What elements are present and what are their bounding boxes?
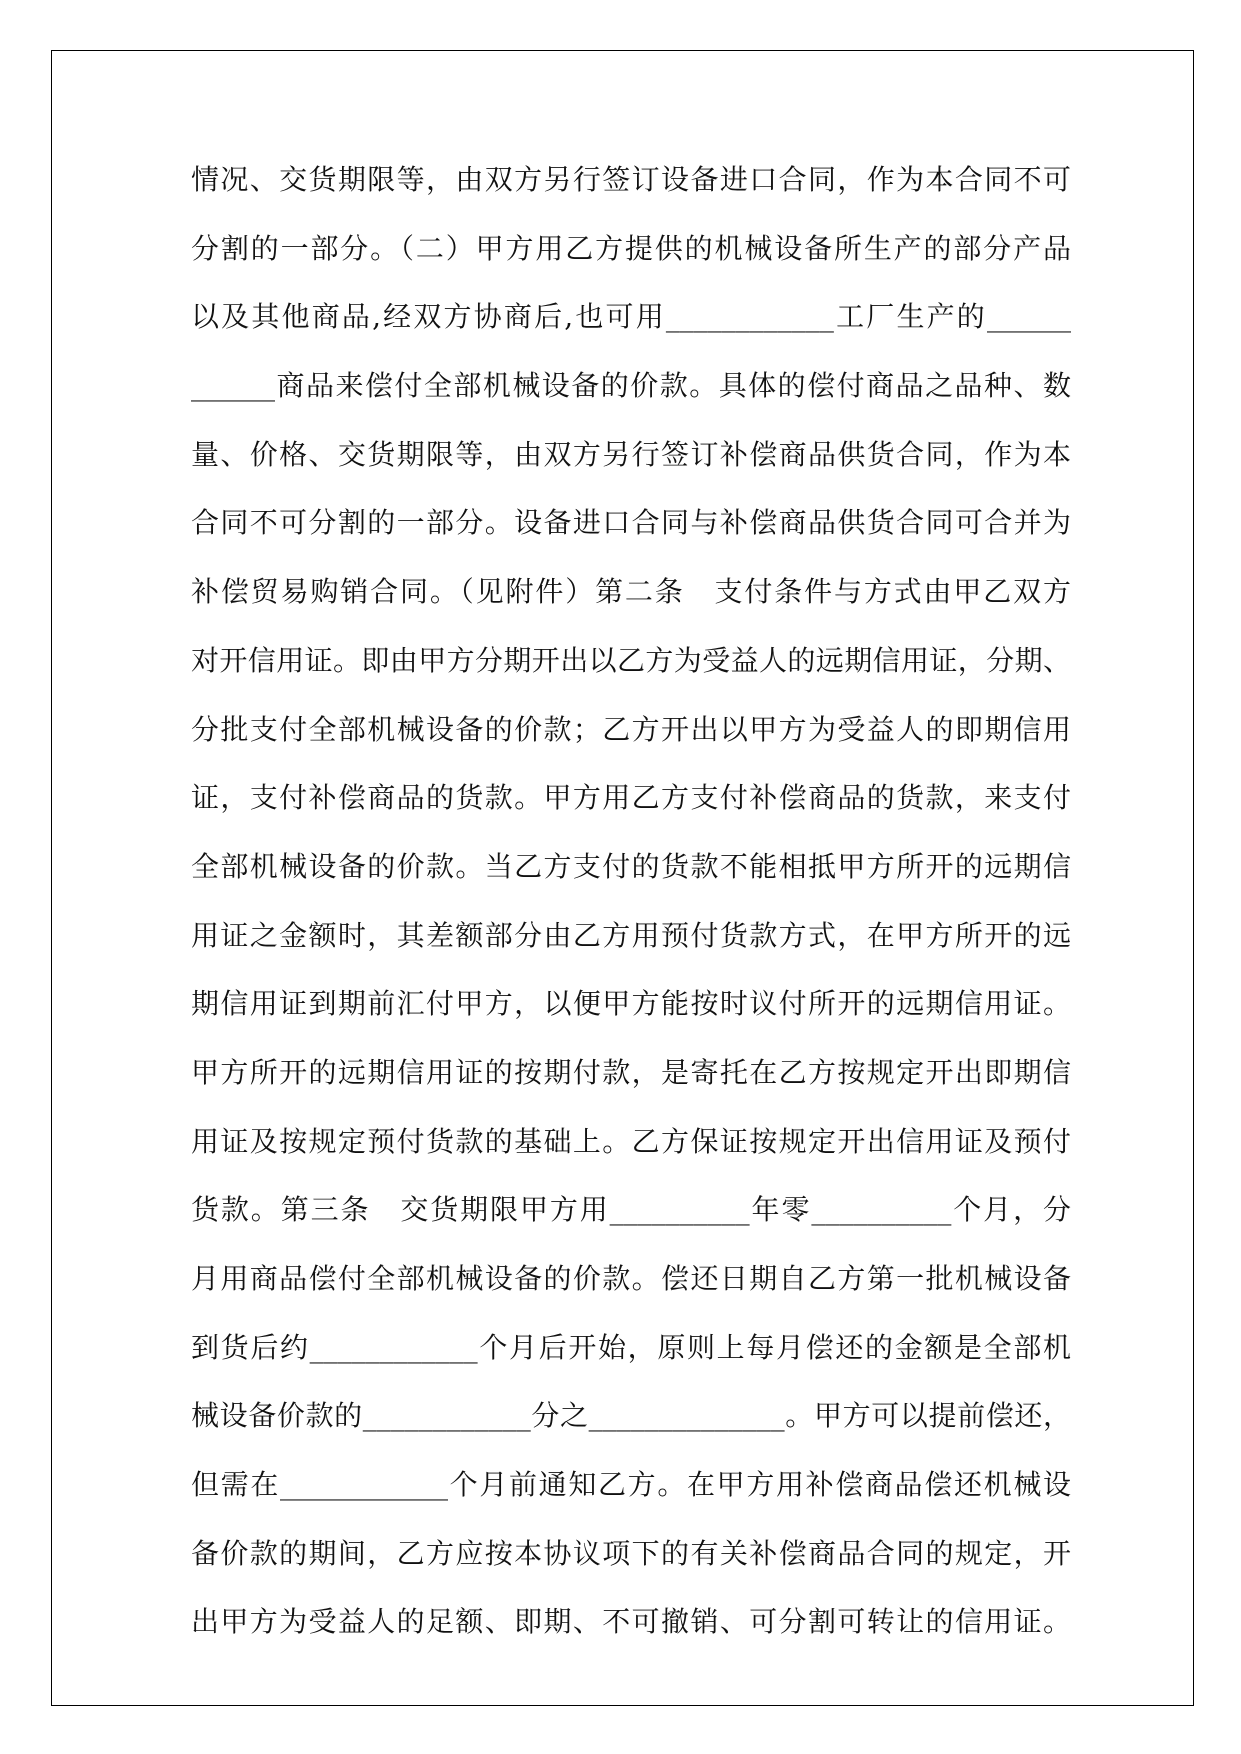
text-line-3: 以及其他商品,经双方协商后,也可用____________工厂生产的______ bbox=[191, 300, 1071, 334]
text-line-15: 用证及按规定预付货款的基础上。乙方保证按规定开出信用证及预付 bbox=[191, 1124, 1071, 1158]
text-line-16: 货款。第三条 交货期限甲方用__________年零__________个月，分 bbox=[191, 1193, 1071, 1227]
text-line-1: 情况、交货期限等，由双方另行签订设备进口合同，作为本合同不可 bbox=[191, 163, 1071, 196]
text-line-12: 用证之金额时，其差额部分由乙方用预付货款方式，在甲方所开的远 bbox=[191, 918, 1071, 952]
text-line-17: 月用商品偿付全部机械设备的价款。偿还日期自乙方第一批机械设备 bbox=[191, 1262, 1071, 1295]
text-line-2: 分割的一部分。（二）甲方用乙方提供的机械设备所生产的部分产品 bbox=[191, 231, 1071, 265]
text-line-21: 备价款的期间，乙方应按本协议项下的有关补偿商品合同的规定，开 bbox=[191, 1536, 1071, 1570]
text-line-7: 补偿贸易购销合同。（见附件）第二条 支付条件与方式由甲乙双方 bbox=[191, 575, 1071, 609]
text-line-5: 量、价格、交货期限等，由双方另行签订补偿商品供货合同，作为本 bbox=[191, 437, 1071, 471]
text-line-22: 出甲方为受益人的足额、即期、不可撤销、可分割可转让的信用证。 bbox=[191, 1605, 1071, 1639]
text-line-19: 械设备价款的____________分之______________。甲方可以提前偿还， bbox=[191, 1399, 1071, 1433]
text-line-10: 证，支付补偿商品的货款。甲方用乙方支付补偿商品的货款，来支付 bbox=[191, 781, 1071, 815]
text-line-6: 合同不可分割的一部分。设备进口合同与补偿商品供货合同可合并为 bbox=[191, 506, 1071, 540]
text-line-14: 甲方所开的远期信用证的按期付款，是寄托在乙方按规定开出即期信 bbox=[191, 1055, 1071, 1089]
text-line-8: 对开信用证。即由甲方分期开出以乙方为受益人的远期信用证，分期、 bbox=[191, 643, 1071, 677]
text-line-18: 到货后约____________个月后开始，原则上每月偿还的金额是全部机 bbox=[191, 1330, 1071, 1364]
document-body bbox=[191, 156, 1071, 1667]
text-line-4: ______商品来偿付全部机械设备的价款。具体的偿付商品之品种、数 bbox=[191, 369, 1071, 403]
text-line-13: 期信用证到期前汇付甲方，以便甲方能按时议付所开的远期信用证。 bbox=[191, 987, 1071, 1021]
text-line-9: 分批支付全部机械设备的价款；乙方开出以甲方为受益人的即期信用 bbox=[191, 712, 1071, 746]
text-line-11: 全部机械设备的价款。当乙方支付的货款不能相抵甲方所开的远期信 bbox=[191, 849, 1071, 883]
text-line-20: 但需在____________个月前通知乙方。在甲方用补偿商品偿还机械设 bbox=[191, 1468, 1071, 1502]
